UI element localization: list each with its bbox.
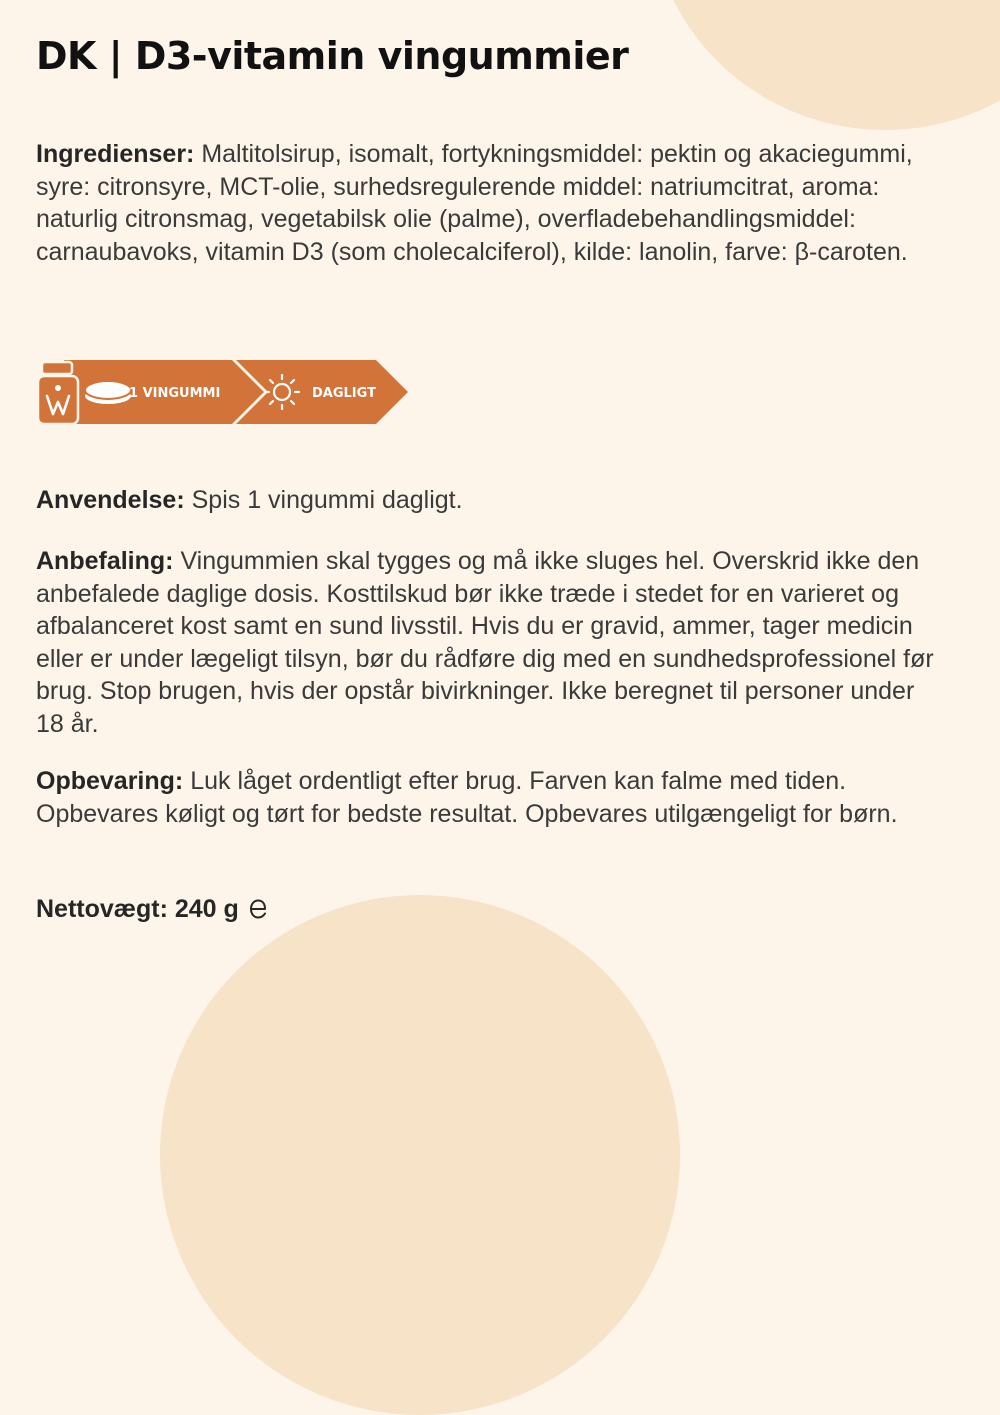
usage-label: Anvendelse: <box>36 486 185 514</box>
storage-label: Opbevaring: <box>36 767 184 795</box>
dosage-banner <box>36 358 416 426</box>
net-weight-section <box>36 893 946 926</box>
recommendation-section <box>36 545 946 740</box>
storage-text: Luk låget ordentligt efter brug. Farven kan falme med tiden. Opbevares køligt og tørt for bedste resultat. Opbevares utilgængeligt for børn. <box>36 767 898 828</box>
page-title: DK | D3-vitamin vingummier <box>36 34 629 78</box>
supplement-jar-icon <box>38 362 78 424</box>
ingredients-text: Maltitolsirup, isomalt, fortykningsmiddel: pektin og akaciegummi, syre: citronsyre, MCT-olie, surhedsregulerende middel: natriumcitrat, aroma: naturlig citronsmag, vegetabilsk olie (palme), overfladebehandlingsmiddel: carnaubavoks, vitamin D3 (som cholecalciferol), kilde: lanolin, farve: β-caroten. <box>36 140 913 266</box>
usage-section <box>36 484 946 517</box>
dosage-frequency-label: DAGLIGT <box>312 386 376 401</box>
storage-section <box>36 765 946 830</box>
ingredients-label: Ingredienser: <box>36 140 195 168</box>
dosage-amount-label: 1 VINGUMMI <box>129 386 221 401</box>
recommendation-text: Vingummien skal tygges og må ikke sluges hel. Overskrid ikke den anbefalede daglige dosis. Kosttilskud bør ikke træde i stedet for en varieret og afbalanceret kost samt en sund livsstil. Hvis du er gravid, ammer, tager medicin eller er under lægeligt tilsyn, bør du rådføre dig med en sundhedsprofessionel før brug. Stop brugen, hvis der opstår bivirkninger. Ikke beregnet til personer under 18 år. <box>36 547 934 738</box>
net-weight-text: Nettovægt: 240 g <box>36 895 239 923</box>
ingredients-section <box>36 138 946 268</box>
decorative-circle-top <box>650 0 1000 130</box>
usage-text: Spis 1 vingummi dagligt. <box>184 486 463 514</box>
estimated-sign-icon <box>248 898 268 920</box>
gummy-icon <box>85 381 131 404</box>
decorative-circle-bottom <box>160 895 680 1415</box>
recommendation-label: Anbefaling: <box>36 547 174 575</box>
